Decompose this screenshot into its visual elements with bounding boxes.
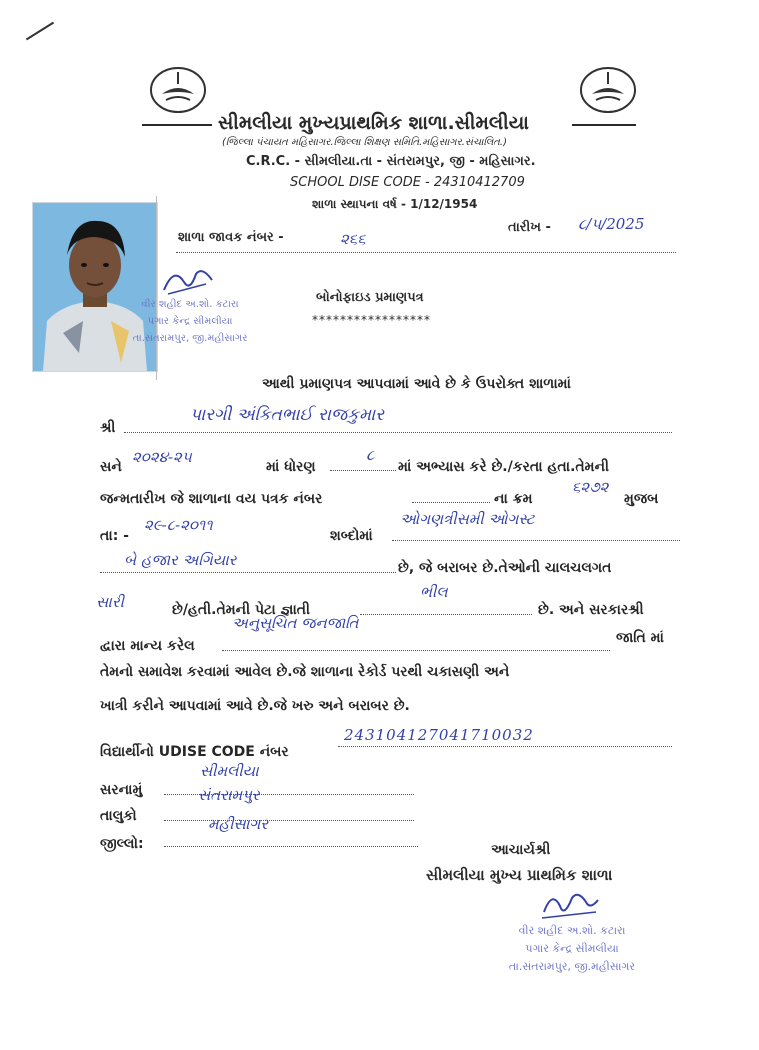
taluka-label: તાલુકો bbox=[100, 808, 137, 824]
register-label: શાળા જાવક નંબર - bbox=[178, 230, 284, 245]
school-logo-left bbox=[148, 64, 208, 116]
stamp-top bbox=[100, 296, 280, 347]
student-name: પારગી અંકિતભાઈ રાજકુમાર bbox=[190, 405, 384, 425]
school-logo-right bbox=[578, 64, 638, 116]
district-dotted-rule bbox=[164, 846, 418, 847]
register-no-dotted-rule bbox=[412, 502, 490, 503]
mujab-text: મુજબ bbox=[624, 491, 659, 507]
correct-text: છે, જે બરાબર છે.તેઓની ચાલચલગત bbox=[398, 560, 612, 576]
std-value: ૮ bbox=[366, 446, 375, 464]
krama-value: ૬૨૭૨ bbox=[572, 478, 609, 496]
stamp-line: પગાર કેન્દ્ર સીમલીયા bbox=[525, 942, 619, 955]
udise-dotted-rule bbox=[338, 746, 672, 747]
register-dotted-rule bbox=[176, 252, 676, 253]
dob-intro: જન્મતારીખ જે શાળાના વય પત્રક નંબર bbox=[100, 491, 323, 507]
header-rule-right bbox=[572, 124, 636, 126]
school-name: સીમલીયા મુખ્યપ્રાથમિક શાળા.સીમલીયા bbox=[218, 112, 529, 134]
address-label: સરનામું bbox=[100, 782, 143, 798]
stamp-bottom bbox=[478, 922, 666, 976]
signature-small bbox=[160, 262, 218, 298]
principal-school: સીમલીયા મુખ્ય પ્રાથમિક શાળા bbox=[426, 866, 613, 884]
dob-words-1: ઓગણત્રીસમી ઓગસ્ટ bbox=[400, 510, 535, 528]
approved-label: દ્વારા માન્ય કરેલ bbox=[100, 638, 195, 654]
dob-words-2: બે હજાર અગિયાર bbox=[124, 551, 237, 569]
krama-label: ના ક્રમ bbox=[494, 491, 533, 507]
school-subtitle: (જિલ્લા પંચાયત મહિસાગર.જિલ્લા શિક્ષણ સમિતિ.મહિસાગર.સંચાલિત.) bbox=[222, 137, 508, 148]
intro-line: આથી પ્રમાણપત્ર આપવામાં આવે છે કે ઉપરોક્ત શાળામાં bbox=[262, 376, 571, 392]
jati-label: જાતિ માં bbox=[616, 630, 664, 646]
std-dotted-rule bbox=[330, 470, 396, 471]
pen-mark bbox=[26, 22, 54, 41]
stamp-line: તા.સંતરામપુર, જી.મહીસાગર bbox=[508, 960, 636, 973]
stamp-line: વીર શહીદ અ.શો. કટારા bbox=[141, 299, 239, 310]
confirm-line: ખાત્રી કરીને આપવામાં આવે છે.જે ખરુ અને બરાબર છે. bbox=[100, 698, 410, 714]
study-text: માં અભ્યાસ કરે છે./કરતા હતા.તેમની bbox=[398, 459, 610, 475]
register-number: ૨૬૬ bbox=[340, 230, 366, 248]
govt-text: છે. અને સરકારશ્રી bbox=[538, 602, 644, 618]
certificate-heading: બોનોફાઇડ પ્રમાણપત્ર bbox=[316, 290, 424, 305]
udise-value: 243104127041710032 bbox=[344, 726, 534, 744]
taluka-value: સંતરામપુર bbox=[198, 786, 260, 804]
dob-value: ૨૯-૮-૨૦૧૧ bbox=[144, 516, 213, 534]
caste-text: છે/હતી.તેમની પેટા જ્ઞાતી bbox=[172, 602, 311, 618]
stamp-line: વીર શહીદ અ.શો. કટારા bbox=[518, 924, 626, 937]
shri-label: શ્રી bbox=[100, 420, 116, 436]
school-dise-code: SCHOOL DISE CODE - 24310412709 bbox=[290, 175, 525, 190]
category-value: અનુસૂચિત જનજાતિ bbox=[232, 614, 359, 632]
principal-signature bbox=[538, 888, 604, 924]
name-dotted-rule bbox=[124, 432, 672, 433]
address-value: સીમલીયા bbox=[200, 762, 259, 780]
caste-dotted-rule bbox=[360, 614, 532, 615]
heading-stars: ***************** bbox=[312, 313, 431, 327]
words2-dotted-rule bbox=[100, 572, 396, 573]
established-line: શાળા સ્થાપના વર્ષ - 1/12/1954 bbox=[312, 197, 478, 211]
stamp-line: પગાર કેન્દ્ર સીમલીયા bbox=[147, 316, 233, 327]
year-value: ૨૦૨૪-૨૫ bbox=[132, 448, 192, 466]
taluka-dotted-rule bbox=[164, 820, 414, 821]
principal-title: આચાર્યશ્રી bbox=[491, 842, 551, 858]
stamp-line: તા.સંતરામપુર, જી.મહીસાગર bbox=[132, 333, 248, 344]
udise-label: વિદ્યાર્થીનો UDISE CODE નંબર bbox=[100, 744, 289, 760]
district-value: મહીસાગર bbox=[208, 815, 269, 833]
district-label: જીલ્લો: bbox=[100, 836, 144, 852]
words-dotted-rule bbox=[392, 540, 680, 541]
category-dotted-rule bbox=[222, 650, 610, 651]
std-label: માં ધોરણ bbox=[266, 459, 316, 475]
header-rule-left bbox=[142, 124, 212, 126]
conduct-value: સારી bbox=[96, 593, 124, 611]
include-line: તેમનો સમાવેશ કરવામાં આવેલ છે.જે શાળાના રેકોર્ડ પરથી ચકાસણી અને bbox=[100, 664, 510, 680]
ta-label: તા: - bbox=[100, 528, 129, 544]
words-label: શબ્દોમાં bbox=[330, 528, 373, 544]
caste-value: ભીલ bbox=[420, 583, 448, 601]
crc-line: C.R.C. - સીમલીયા.તા - સંતરામપુર, જી - મહિસાગર. bbox=[246, 154, 536, 169]
date-label: તારીખ - bbox=[508, 220, 551, 235]
year-label: સને bbox=[100, 459, 122, 475]
date-value: ૮/૫/2025 bbox=[578, 215, 645, 233]
